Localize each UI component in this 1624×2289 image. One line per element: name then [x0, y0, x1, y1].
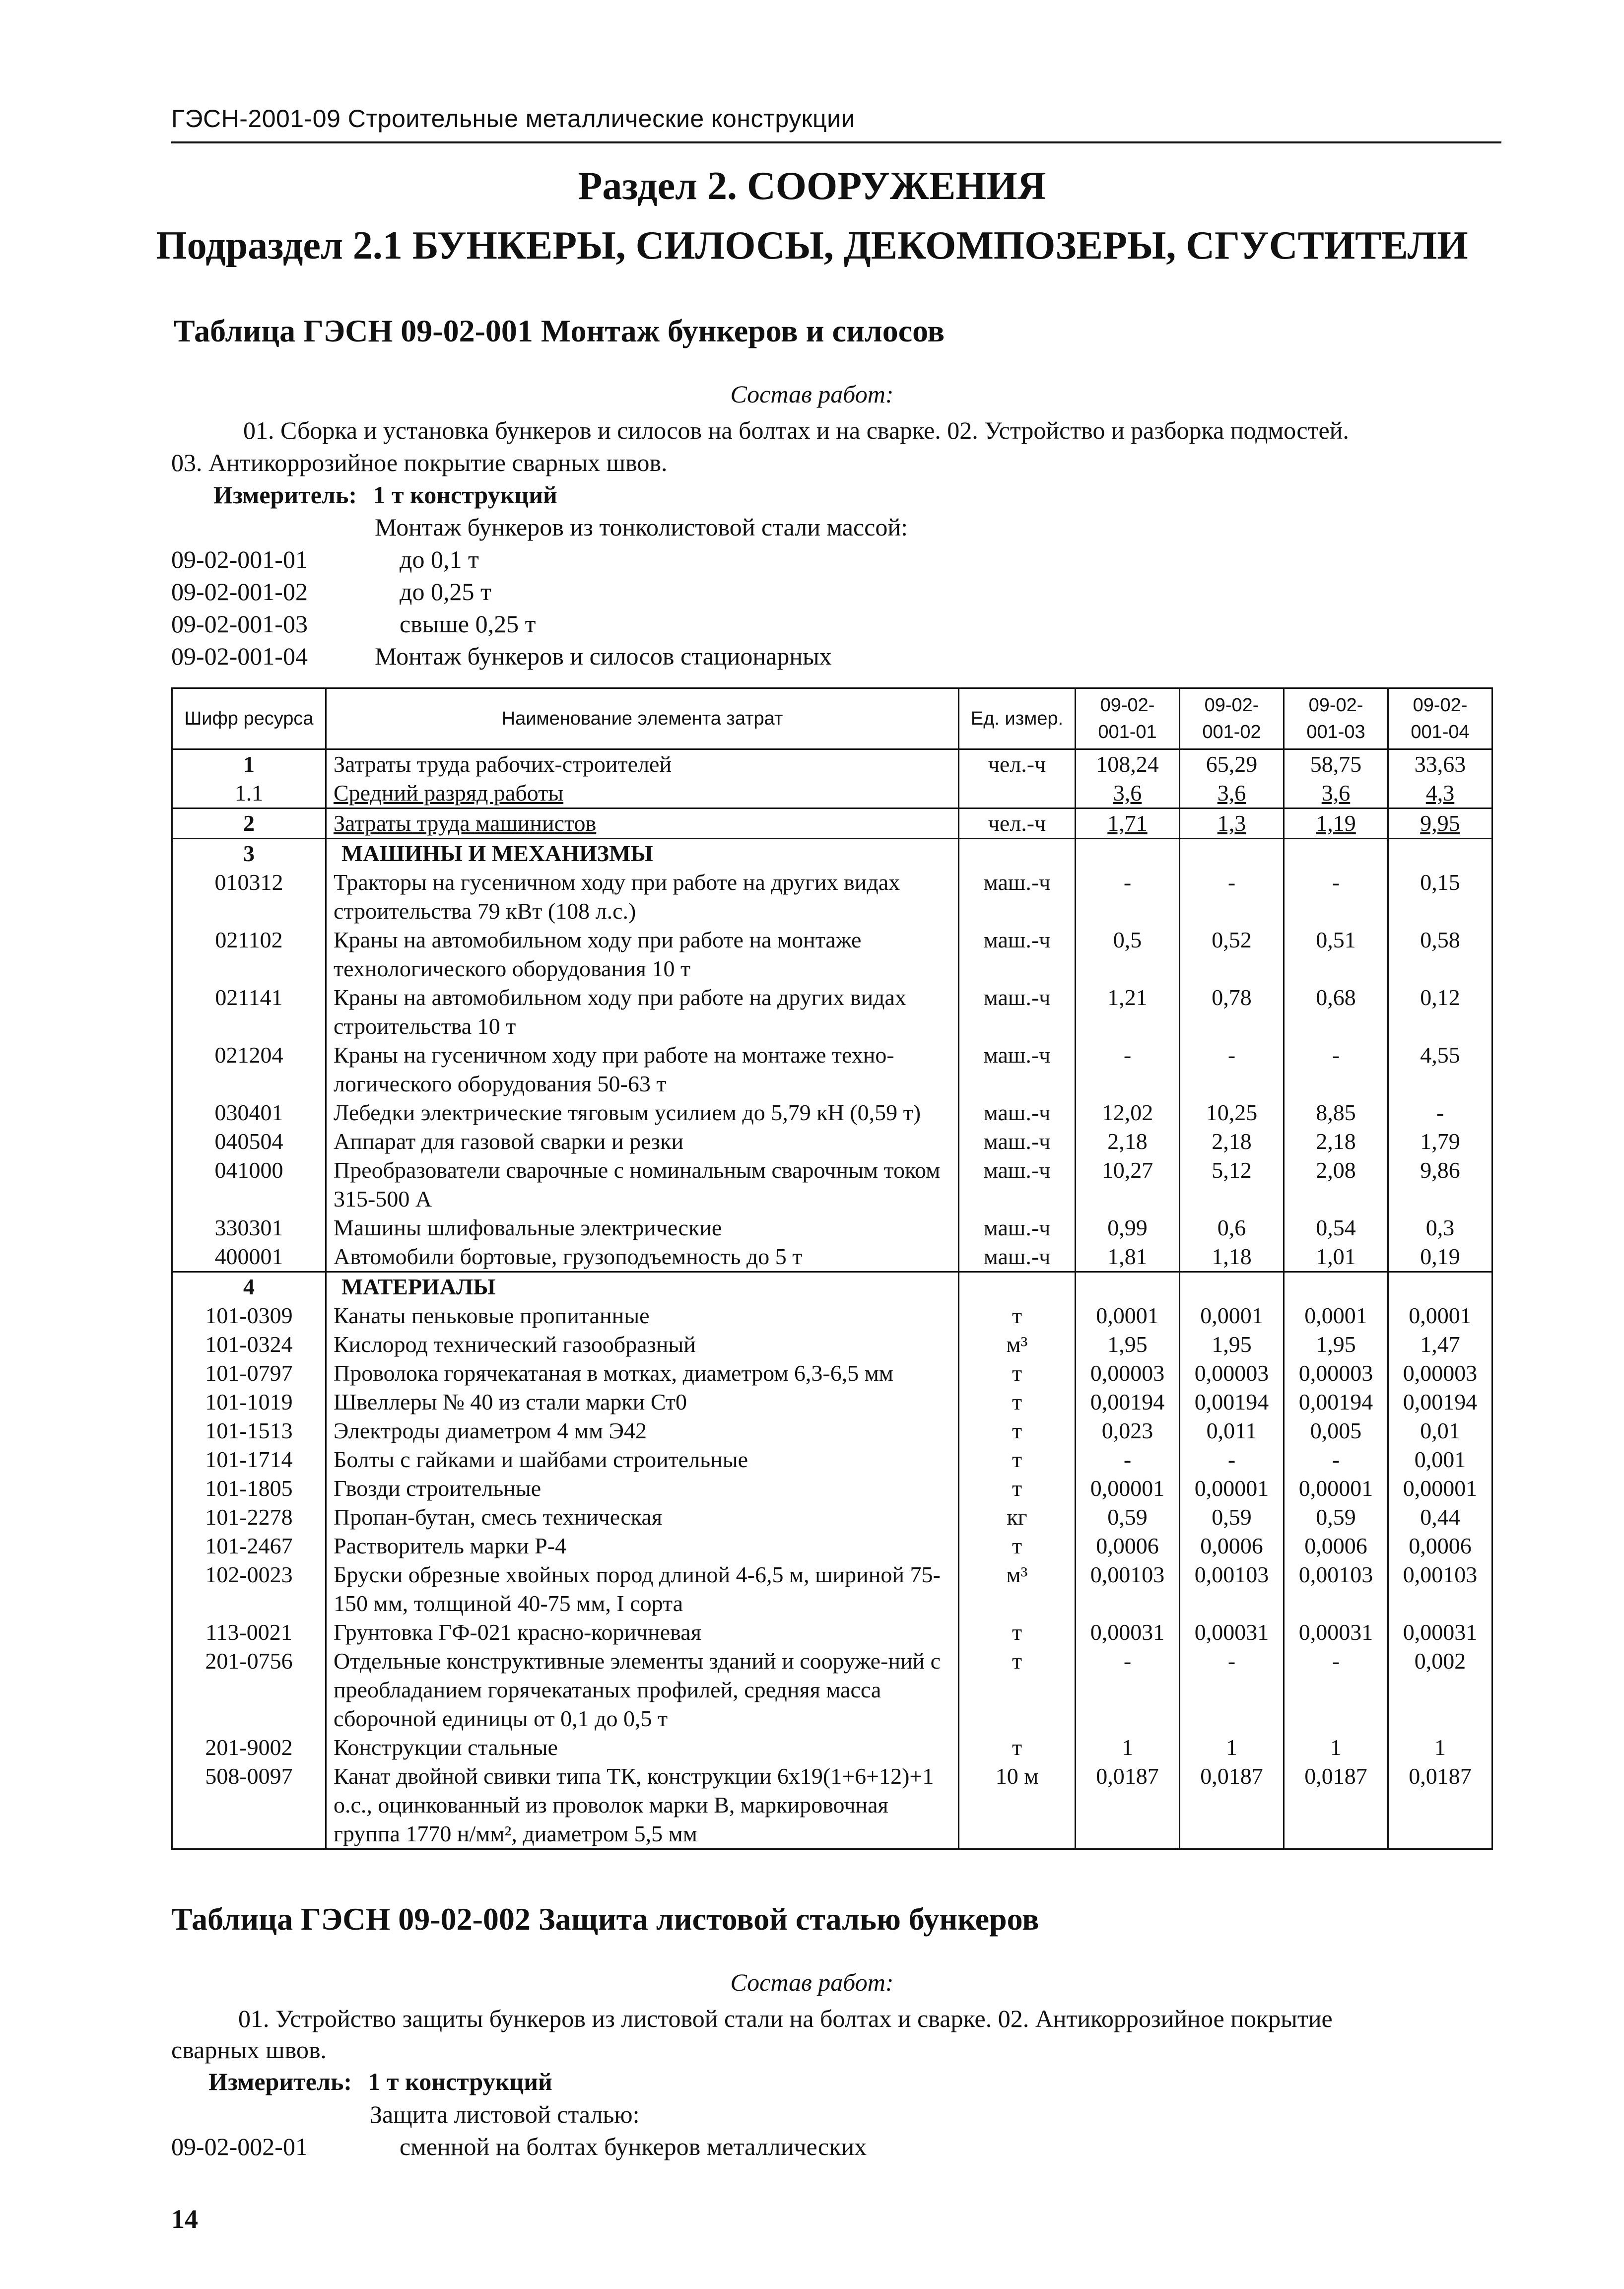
- cell-value: 1,01: [1284, 1242, 1388, 1272]
- norm-header-line: 001-03: [1306, 722, 1365, 742]
- cell-value: 1,81: [1076, 1242, 1180, 1272]
- cell-name: Средний разряд работы: [326, 779, 959, 808]
- cell-code: 101-1513: [172, 1416, 326, 1445]
- cell-value: 0,0006: [1076, 1532, 1180, 1560]
- cell-value: 1: [1180, 1733, 1284, 1762]
- cell-code: 021204: [172, 1041, 326, 1098]
- cell-value: 0,00103: [1388, 1560, 1492, 1618]
- cell-code: 021102: [172, 926, 326, 983]
- table-row: [172, 1272, 1492, 1302]
- code: 09-02-001-03: [171, 610, 308, 638]
- cell-value: 1,95: [1284, 1330, 1388, 1359]
- cell-value: [1076, 1272, 1180, 1302]
- table-row: [172, 808, 1492, 839]
- cell-value: 1,95: [1076, 1330, 1180, 1359]
- cell-value: [1388, 839, 1492, 869]
- cell-code: 201-9002: [172, 1733, 326, 1762]
- cell-value: 1,71: [1076, 808, 1180, 839]
- cell-value: 1,19: [1284, 808, 1388, 839]
- table2-measure: [208, 2066, 552, 2097]
- cell-value: 0,0001: [1180, 1301, 1284, 1330]
- cell-value: 0,52: [1180, 926, 1284, 983]
- table1-title: Таблица ГЭСН 09-02-001 Монтаж бункеров и силосов: [174, 313, 945, 348]
- cell-name: МАШИНЫ И МЕХАНИЗМЫ: [326, 839, 959, 869]
- cell-value: 0,00103: [1076, 1560, 1180, 1618]
- cell-unit: т: [959, 1532, 1076, 1560]
- table-row: [172, 1359, 1492, 1388]
- cell-name: Краны на автомобильном ходу при работе на других видах строительства 10 т: [326, 983, 959, 1041]
- cell-value: 0,59: [1076, 1503, 1180, 1532]
- cell-unit: т: [959, 1388, 1076, 1416]
- cell-value: 0,00031: [1388, 1618, 1492, 1647]
- cell-value: 0,3: [1388, 1213, 1492, 1242]
- cell-unit: маш.-ч: [959, 983, 1076, 1041]
- table-row: [172, 1388, 1492, 1416]
- cell-code: 4: [172, 1272, 326, 1302]
- table-row: [172, 1098, 1492, 1127]
- cell-value: 0,0001: [1388, 1301, 1492, 1330]
- norm-header-line: 001-04: [1411, 722, 1470, 742]
- code: 09-02-001-02: [171, 578, 308, 606]
- cell-value: 0,44: [1388, 1503, 1492, 1532]
- cell-unit: т: [959, 1618, 1076, 1647]
- cell-value: 0,00003: [1180, 1359, 1284, 1388]
- cell-code: 101-0797: [172, 1359, 326, 1388]
- cell-name: Электроды диаметром 4 мм Э42: [326, 1416, 959, 1445]
- cell-value: 3,6: [1076, 779, 1180, 808]
- measure-label: Измеритель:: [208, 2068, 352, 2095]
- norm-header-line: 09-02-: [1204, 695, 1259, 716]
- cell-name: Проволока горячекатаная в мотках, диаметром 6,3-6,5 мм: [326, 1359, 959, 1388]
- cell-code: 030401: [172, 1098, 326, 1127]
- cell-name: Грунтовка ГФ-021 красно-коричневая: [326, 1618, 959, 1647]
- cell-value: 4,3: [1388, 779, 1492, 808]
- table-row: [172, 1474, 1492, 1503]
- cell-value: 1,95: [1180, 1330, 1284, 1359]
- code-text: сменной на болтах бункеров металлических: [400, 2133, 867, 2160]
- cell-value: 1,18: [1180, 1242, 1284, 1272]
- col-header-name: Наименование элемента затрат: [326, 688, 959, 749]
- cell-value: 0,00031: [1284, 1618, 1388, 1647]
- col-header-norm: [1388, 688, 1492, 749]
- cell-value: 0,0006: [1180, 1532, 1284, 1560]
- cell-value: -: [1284, 1445, 1388, 1474]
- table1-composition-line2: 03. Антикоррозийное покрытие сварных швов.: [171, 449, 668, 476]
- cell-value: 108,24: [1076, 749, 1180, 779]
- cell-name: Отдельные конструктивные элементы зданий и сооруже-ний с преобладанием горячекатаных профилей, средняя масса сборочной единицы от 0,1 до 0,5 т: [326, 1647, 959, 1733]
- cell-code: 3: [172, 839, 326, 869]
- cell-value: 0,6: [1180, 1213, 1284, 1242]
- cell-value: 1,47: [1388, 1330, 1492, 1359]
- cell-code: 101-2467: [172, 1532, 326, 1560]
- cell-code: 021141: [172, 983, 326, 1041]
- cell-unit: м³: [959, 1560, 1076, 1618]
- norm-header-line: 09-02-: [1413, 695, 1468, 716]
- cell-value: 0,0187: [1388, 1762, 1492, 1849]
- resource-table: [171, 687, 1493, 1850]
- cell-name: Кислород технический газообразный: [326, 1330, 959, 1359]
- cell-value: 0,002: [1388, 1647, 1492, 1733]
- cell-value: [1076, 839, 1180, 869]
- cell-unit: т: [959, 1445, 1076, 1474]
- table1-intro: Монтаж бункеров из тонколистовой стали массой:: [375, 513, 908, 541]
- code-line: [171, 608, 536, 640]
- table-row: [172, 1503, 1492, 1532]
- cell-unit: т: [959, 1474, 1076, 1503]
- cell-code: 010312: [172, 868, 326, 926]
- measure-label: Измеритель:: [213, 481, 357, 509]
- cell-value: 0,0187: [1076, 1762, 1180, 1849]
- page-number: 14: [171, 2204, 198, 2234]
- cell-value: 1: [1388, 1733, 1492, 1762]
- cell-name: МАТЕРИАЛЫ: [326, 1272, 959, 1302]
- cell-value: 10,27: [1076, 1156, 1180, 1213]
- cell-value: 0,0006: [1388, 1532, 1492, 1560]
- table-row: [172, 1647, 1492, 1733]
- cell-value: -: [1076, 868, 1180, 926]
- norm-header-line: 09-02-: [1308, 695, 1363, 716]
- table-row: [172, 1156, 1492, 1213]
- subsection-title: Подраздел 2.1 БУНКЕРЫ, СИЛОСЫ, ДЕКОМПОЗЕРЫ, СГУСТИТЕЛИ: [156, 224, 1468, 268]
- table-row: [172, 1041, 1492, 1098]
- cell-value: 0,011: [1180, 1416, 1284, 1445]
- table-row: [172, 1762, 1492, 1849]
- cell-unit: т: [959, 1359, 1076, 1388]
- cell-value: 1: [1076, 1733, 1180, 1762]
- cell-code: 101-1019: [172, 1388, 326, 1416]
- measure-value: 1 т конструкций: [368, 2068, 552, 2095]
- table-row: [172, 1242, 1492, 1272]
- table2-title: Таблица ГЭСН 09-02-002 Защита листовой сталью бункеров: [171, 1901, 1039, 1937]
- running-header: ГЭСН-2001-09 Строительные металлические конструкции: [171, 105, 855, 133]
- cell-code: 101-0324: [172, 1330, 326, 1359]
- cell-value: 1: [1284, 1733, 1388, 1762]
- code-line: [171, 2131, 867, 2162]
- cell-value: 0,78: [1180, 983, 1284, 1041]
- cell-value: 3,6: [1180, 779, 1284, 808]
- cell-value: -: [1284, 1647, 1388, 1733]
- cell-value: 0,58: [1388, 926, 1492, 983]
- cell-value: 2,18: [1284, 1127, 1388, 1156]
- cell-name: Машины шлифовальные электрические: [326, 1213, 959, 1242]
- cell-code: 102-0023: [172, 1560, 326, 1618]
- code: 09-02-001-04: [171, 642, 308, 670]
- cell-value: -: [1284, 1041, 1388, 1098]
- table-row: [172, 1301, 1492, 1330]
- cell-code: 201-0756: [172, 1647, 326, 1733]
- code: 09-02-001-01: [171, 545, 308, 573]
- cell-value: 0,54: [1284, 1213, 1388, 1242]
- code-text: Монтаж бункеров и силосов стационарных: [375, 642, 832, 670]
- cell-unit: маш.-ч: [959, 1242, 1076, 1272]
- cell-value: 0,59: [1284, 1503, 1388, 1532]
- cell-unit: маш.-ч: [959, 868, 1076, 926]
- cell-unit: [959, 839, 1076, 869]
- cell-value: 0,00003: [1076, 1359, 1180, 1388]
- cell-value: 0,00194: [1284, 1388, 1388, 1416]
- cell-value: [1284, 1272, 1388, 1302]
- cell-unit: чел.-ч: [959, 749, 1076, 779]
- table1-measure: [213, 479, 557, 511]
- cell-name: Конструкции стальные: [326, 1733, 959, 1762]
- cell-value: 0,68: [1284, 983, 1388, 1041]
- cell-value: 0,0187: [1180, 1762, 1284, 1849]
- cell-unit: маш.-ч: [959, 1213, 1076, 1242]
- cell-name: Растворитель марки Р-4: [326, 1532, 959, 1560]
- cell-value: -: [1180, 1445, 1284, 1474]
- cell-value: [1180, 1272, 1284, 1302]
- cell-value: 0,00001: [1180, 1474, 1284, 1503]
- table-row: [172, 926, 1492, 983]
- cell-unit: маш.-ч: [959, 926, 1076, 983]
- table-row: [172, 1560, 1492, 1618]
- cell-value: 0,0001: [1284, 1301, 1388, 1330]
- cell-code: 101-0309: [172, 1301, 326, 1330]
- cell-value: 0,99: [1076, 1213, 1180, 1242]
- cell-name: Затраты труда рабочих-строителей: [326, 749, 959, 779]
- code-line: [171, 640, 832, 672]
- cell-value: 0,00031: [1180, 1618, 1284, 1647]
- table-row: [172, 749, 1492, 779]
- code-line: [171, 543, 479, 575]
- cell-value: 0,15: [1388, 868, 1492, 926]
- cell-code: 508-0097: [172, 1762, 326, 1849]
- col-header-norm: [1284, 688, 1388, 749]
- cell-unit: м³: [959, 1330, 1076, 1359]
- cell-unit: чел.-ч: [959, 808, 1076, 839]
- cell-unit: маш.-ч: [959, 1041, 1076, 1098]
- cell-name: Бруски обрезные хвойных пород длиной 4-6,5 м, шириной 75-150 мм, толщиной 40-75 мм, I сорта: [326, 1560, 959, 1618]
- cell-value: 0,01: [1388, 1416, 1492, 1445]
- cell-value: 58,75: [1284, 749, 1388, 779]
- cell-value: 5,12: [1180, 1156, 1284, 1213]
- cell-value: 0,023: [1076, 1416, 1180, 1445]
- norm-header-line: 09-02-: [1100, 695, 1155, 716]
- table1-composition-line1: 01. Сборка и установка бункеров и силосов на болтах и на сварке. 02. Устройство и разборка подмостей.: [243, 416, 1349, 444]
- code-text: свыше 0,25 т: [400, 610, 536, 638]
- cell-value: 0,00194: [1388, 1388, 1492, 1416]
- table-row: [172, 1213, 1492, 1242]
- cell-value: [1284, 839, 1388, 869]
- cell-value: 9,95: [1388, 808, 1492, 839]
- table-row: [172, 983, 1492, 1041]
- cell-value: 0,00031: [1076, 1618, 1180, 1647]
- cell-name: Швеллеры № 40 из стали марки Ст0: [326, 1388, 959, 1416]
- cell-code: 330301: [172, 1213, 326, 1242]
- cell-value: 1,3: [1180, 808, 1284, 839]
- table-body: [172, 749, 1492, 1849]
- cell-name: Аппарат для газовой сварки и резки: [326, 1127, 959, 1156]
- table-row: [172, 1416, 1492, 1445]
- cell-value: 0,59: [1180, 1503, 1284, 1532]
- cell-value: 0,5: [1076, 926, 1180, 983]
- cell-unit: [959, 1272, 1076, 1302]
- cell-value: 10,25: [1180, 1098, 1284, 1127]
- cell-value: 0,51: [1284, 926, 1388, 983]
- measure-value: 1 т конструкций: [373, 481, 557, 509]
- cell-value: 0,12: [1388, 983, 1492, 1041]
- cell-unit: [959, 779, 1076, 808]
- table-header-row: [172, 688, 1492, 749]
- cell-unit: кг: [959, 1503, 1076, 1532]
- cell-unit: 10 м: [959, 1762, 1076, 1849]
- cell-value: 0,19: [1388, 1242, 1492, 1272]
- cell-name: Гвозди строительные: [326, 1474, 959, 1503]
- cell-name: Канаты пеньковые пропитанные: [326, 1301, 959, 1330]
- cell-value: 0,00103: [1180, 1560, 1284, 1618]
- col-header-norm: [1180, 688, 1284, 749]
- cell-unit: маш.-ч: [959, 1156, 1076, 1213]
- cell-unit: т: [959, 1416, 1076, 1445]
- cell-value: 2,18: [1180, 1127, 1284, 1156]
- cell-value: 8,85: [1284, 1098, 1388, 1127]
- code: 09-02-002-01: [171, 2133, 308, 2160]
- col-header-code: Шифр ресурса: [172, 688, 326, 749]
- table2-composition-line1: 01. Устройство защиты бункеров из листовой стали на болтах и сварке. 02. Антикоррозийное покрытие: [238, 2005, 1333, 2032]
- cell-unit: маш.-ч: [959, 1098, 1076, 1127]
- cell-value: -: [1076, 1041, 1180, 1098]
- cell-value: 0,005: [1284, 1416, 1388, 1445]
- cell-value: [1388, 1272, 1492, 1302]
- table-row: [172, 1733, 1492, 1762]
- cell-value: 0,00001: [1388, 1474, 1492, 1503]
- cell-value: 0,00001: [1076, 1474, 1180, 1503]
- cell-code: 101-1714: [172, 1445, 326, 1474]
- cell-value: 0,0187: [1284, 1762, 1388, 1849]
- cell-value: -: [1180, 1041, 1284, 1098]
- table2-composition-line2: сварных швов.: [171, 2036, 327, 2064]
- header-rule: [171, 141, 1501, 143]
- cell-value: -: [1284, 868, 1388, 926]
- cell-value: 0,0001: [1076, 1301, 1180, 1330]
- cell-value: 9,86: [1388, 1156, 1492, 1213]
- table-row: [172, 1330, 1492, 1359]
- norm-header-line: 001-02: [1202, 722, 1261, 742]
- table2-composition-label: Состав работ:: [730, 1968, 894, 1996]
- cell-value: -: [1180, 1647, 1284, 1733]
- table1-composition-label: Состав работ:: [730, 380, 894, 408]
- table-row: [172, 779, 1492, 808]
- table-row: [172, 1532, 1492, 1560]
- cell-value: 0,00103: [1284, 1560, 1388, 1618]
- cell-value: -: [1180, 868, 1284, 926]
- cell-name: Болты с гайками и шайбами строительные: [326, 1445, 959, 1474]
- cell-value: -: [1076, 1647, 1180, 1733]
- table-row: [172, 1618, 1492, 1647]
- cell-code: 041000: [172, 1156, 326, 1213]
- cell-unit: т: [959, 1647, 1076, 1733]
- cell-name: Преобразователи сварочные с номинальным сварочным током 315-500 А: [326, 1156, 959, 1213]
- cell-name: Канат двойной свивки типа ТК, конструкции 6х19(1+6+12)+1 о.с., оцинкованный из проволок марки В, маркировочная группа 1770 н/мм², диаметром 5,5 мм: [326, 1762, 959, 1849]
- cell-value: 4,55: [1388, 1041, 1492, 1098]
- cell-value: 0,00194: [1180, 1388, 1284, 1416]
- col-header-unit: Ед. измер.: [959, 688, 1076, 749]
- cell-unit: т: [959, 1301, 1076, 1330]
- table-row: [172, 1445, 1492, 1474]
- cell-unit: т: [959, 1733, 1076, 1762]
- code-text: до 0,25 т: [400, 578, 491, 606]
- cell-unit: маш.-ч: [959, 1127, 1076, 1156]
- cell-name: Краны на автомобильном ходу при работе на монтаже технологического оборудования 10 т: [326, 926, 959, 983]
- cell-value: 0,00003: [1284, 1359, 1388, 1388]
- cell-value: 33,63: [1388, 749, 1492, 779]
- cell-value: 0,0006: [1284, 1532, 1388, 1560]
- cell-code: 400001: [172, 1242, 326, 1272]
- cell-name: Тракторы на гусеничном ходу при работе на других видах строительства 79 кВт (108 л.с.): [326, 868, 959, 926]
- cell-code: 1: [172, 749, 326, 779]
- cell-value: 2,18: [1076, 1127, 1180, 1156]
- cell-name: Затраты труда машинистов: [326, 808, 959, 839]
- cell-name: Пропан-бутан, смесь техническая: [326, 1503, 959, 1532]
- cell-value: 0,00003: [1388, 1359, 1492, 1388]
- cell-value: 1,79: [1388, 1127, 1492, 1156]
- cell-name: Автомобили бортовые, грузоподъемность до 5 т: [326, 1242, 959, 1272]
- cell-value: 2,08: [1284, 1156, 1388, 1213]
- cell-code: 2: [172, 808, 326, 839]
- cell-value: 3,6: [1284, 779, 1388, 808]
- cell-value: [1180, 839, 1284, 869]
- table2-intro: Защита листовой сталью:: [370, 2100, 640, 2128]
- cell-value: 0,00001: [1284, 1474, 1388, 1503]
- cell-value: -: [1076, 1445, 1180, 1474]
- table-row: [172, 868, 1492, 926]
- cell-value: 0,00194: [1076, 1388, 1180, 1416]
- cell-name: Краны на гусеничном ходу при работе на монтаже техно-логического оборудования 50-63 т: [326, 1041, 959, 1098]
- cell-code: 113-0021: [172, 1618, 326, 1647]
- code-text: до 0,1 т: [400, 545, 479, 573]
- col-header-norm: [1076, 688, 1180, 749]
- cell-code: 1.1: [172, 779, 326, 808]
- cell-value: 1,21: [1076, 983, 1180, 1041]
- cell-code: 101-1805: [172, 1474, 326, 1503]
- cell-code: 040504: [172, 1127, 326, 1156]
- table-row: [172, 1127, 1492, 1156]
- cell-value: 65,29: [1180, 749, 1284, 779]
- cell-value: 0,001: [1388, 1445, 1492, 1474]
- cell-value: 12,02: [1076, 1098, 1180, 1127]
- table-row: [172, 839, 1492, 869]
- cell-name: Лебедки электрические тяговым усилием до 5,79 кН (0,59 т): [326, 1098, 959, 1127]
- norm-header-line: 001-01: [1098, 722, 1157, 742]
- cell-code: 101-2278: [172, 1503, 326, 1532]
- section-title: Раздел 2. СООРУЖЕНИЯ: [578, 164, 1046, 208]
- cell-value: -: [1388, 1098, 1492, 1127]
- code-line: [171, 576, 491, 607]
